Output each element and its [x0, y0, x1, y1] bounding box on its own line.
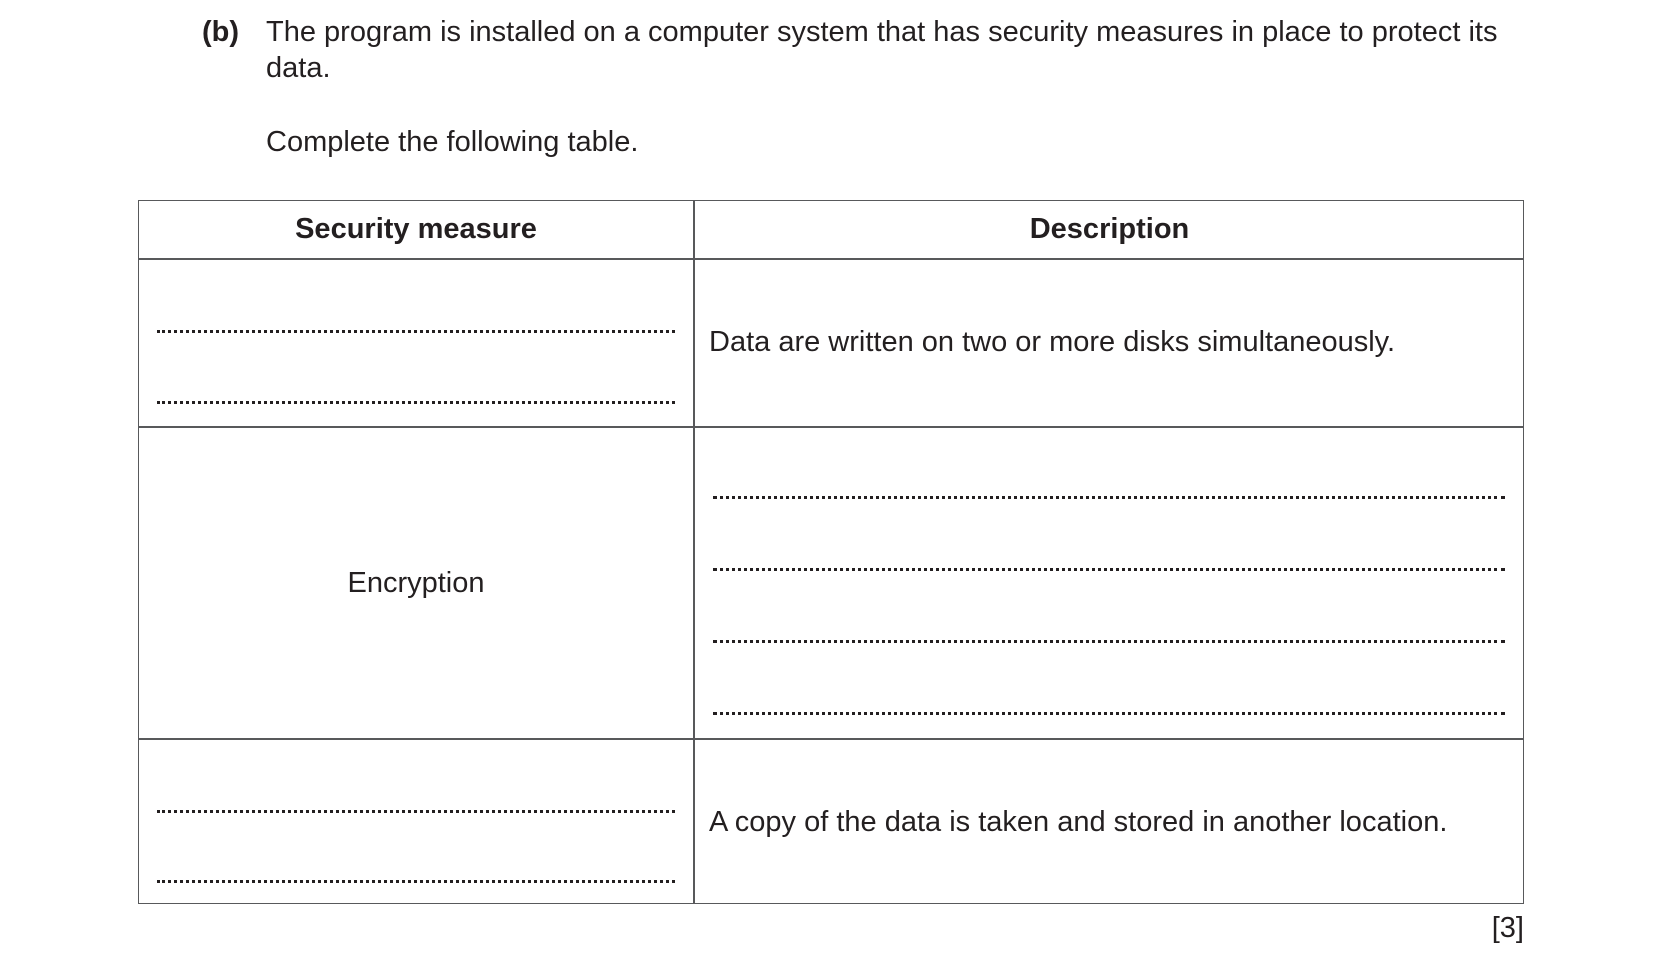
- row2-description-answer-area[interactable]: [694, 428, 1525, 738]
- row3-measure-answer-area[interactable]: [139, 740, 693, 905]
- security-table: [138, 200, 1524, 904]
- answer-line[interactable]: [157, 330, 675, 333]
- row3-description: A copy of the data is taken and stored in another location.: [709, 806, 1448, 838]
- question-text: The program is installed on a computer system that has security measures in place to protect its data.: [266, 16, 1498, 84]
- row1-measure-answer-area[interactable]: [139, 259, 693, 426]
- row1-description: Data are written on two or more disks simultaneously.: [709, 326, 1396, 358]
- answer-line[interactable]: [713, 712, 1505, 715]
- answer-line[interactable]: [157, 880, 675, 883]
- row2-measure: Encryption: [347, 566, 485, 599]
- answer-line[interactable]: [713, 568, 1505, 571]
- header-description: Description: [1029, 213, 1190, 245]
- header-security-measure: Security measure: [295, 213, 537, 245]
- answer-line[interactable]: [157, 401, 675, 404]
- instruction-text: Complete the following table.: [266, 126, 639, 158]
- marks-label: [3]: [1491, 912, 1524, 944]
- answer-line[interactable]: [157, 810, 675, 813]
- answer-line[interactable]: [713, 640, 1505, 643]
- question-label: (b): [202, 16, 240, 48]
- answer-line[interactable]: [713, 496, 1505, 499]
